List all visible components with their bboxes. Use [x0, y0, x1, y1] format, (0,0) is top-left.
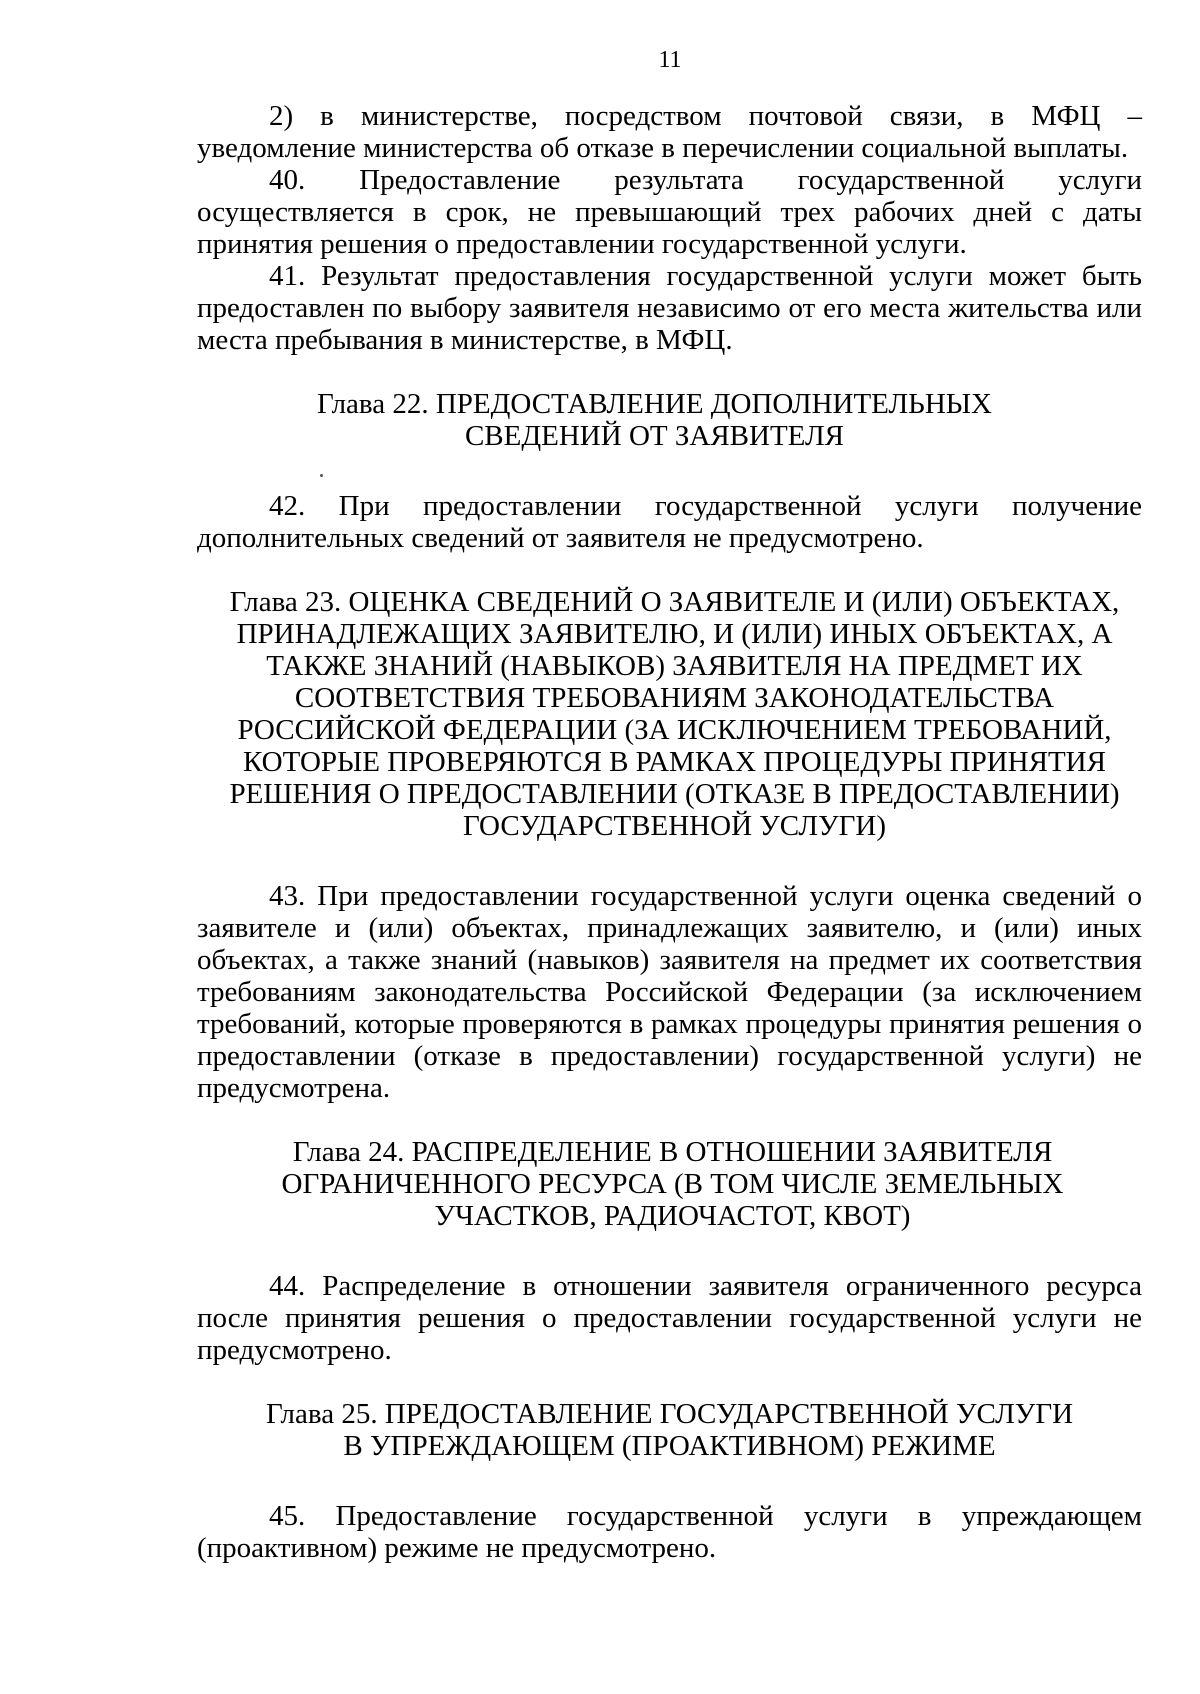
paragraph-41: 41. Результат предоставления государственной услуги может быть предоставлен по выбору заявителя независимо от его места жительства или места пребывания в министерстве, в МФЦ.: [197, 260, 1142, 356]
chapter-22-heading: Глава 22. ПРЕДОСТАВЛЕНИЕ ДОПОЛНИТЕЛЬНЫХ СВЕДЕНИЙ ОТ ЗАЯВИТЕЛЯ: [316, 388, 992, 452]
chapter-24-heading: Глава 24. РАСПРЕДЕЛЕНИЕ В ОТНОШЕНИИ ЗАЯВИТЕЛЯ ОГРАНИЧЕННОГО РЕСУРСА (В ТОМ ЧИСЛЕ ЗЕМЕЛЬНЫХ УЧАСТКОВ, РАДИОЧАСТОТ, КВОТ): [281, 1136, 1064, 1232]
page-number: 11: [658, 47, 682, 73]
document-body: [197, 100, 1142, 1564]
paragraph-44: 44. Распределение в отношении заявителя ограниченного ресурса после принятия решения о предоставлении государственной услуги не предусмотрено.: [197, 1270, 1142, 1366]
paragraph-40: 40. Предоставление результата государственной услуги осуществляется в срок, не превышающий трех рабочих дней с даты принятия решения о предоставлении государственной услуги.: [197, 164, 1142, 260]
chapter-25-heading: Глава 25. ПРЕДОСТАВЛЕНИЕ ГОСУДАРСТВЕННОЙ УСЛУГИ В УПРЕЖДАЮЩЕМ (ПРОАКТИВНОМ) РЕЖИМЕ: [265, 1398, 1074, 1462]
chapter-23-heading: Глава 23. ОЦЕНКА СВЕДЕНИЙ О ЗАЯВИТЕЛЕ И (ИЛИ) ОБЪЕКТАХ, ПРИНАДЛЕЖАЩИХ ЗАЯВИТЕЛЮ, И (ИЛИ) ИНЫХ ОБЪЕКТАХ, А ТАКЖЕ ЗНАНИЙ (НАВЫКОВ) ЗАЯВИТЕЛЯ НА ПРЕДМЕТ ИХ СООТВЕТСТВИЯ ТРЕБОВАНИЯМ ЗАКОНОДАТЕЛЬСТВА РОССИЙСКОЙ ФЕДЕРАЦИИ (ЗА ИСКЛЮЧЕНИЕМ ТРЕБОВАНИЙ, КОТОРЫЕ ПРОВЕРЯЮТСЯ В РАМКАХ ПРОЦЕДУРЫ ПРИНЯТИЯ РЕШЕНИЯ О ПРЕДОСТАВЛЕНИИ (ОТКАЗЕ В ПРЕДОСТАВЛЕНИИ) ГОСУДАРСТВЕННОЙ УСЛУГИ): [229, 586, 1120, 842]
paragraph-42: 42. При предоставлении государственной услуги получение дополнительных сведений от заявителя не предусмотрено.: [197, 490, 1142, 554]
paragraph-43: 43. При предоставлении государственной услуги оценка сведений о заявителе и (или) объектах, принадлежащих заявителю, и (или) иных объектах, а также знаний (навыков) заявителя на предмет их соответствия требованиям законодательства Российской Федерации (за исключением требований, которые проверяются в рамках процедуры принятия решения о предоставлении (отказе в предоставлении) государственной услуги) не предусмотрена.: [197, 880, 1142, 1104]
paragraph-39-2: 2) в министерстве, посредством почтовой связи, в МФЦ – уведомление министерства об отказе в перечислении социальной выплаты.: [197, 100, 1142, 164]
paragraph-45: 45. Предоставление государственной услуги в упреждающем (проактивном) режиме не предусмотрено.: [197, 1500, 1142, 1564]
